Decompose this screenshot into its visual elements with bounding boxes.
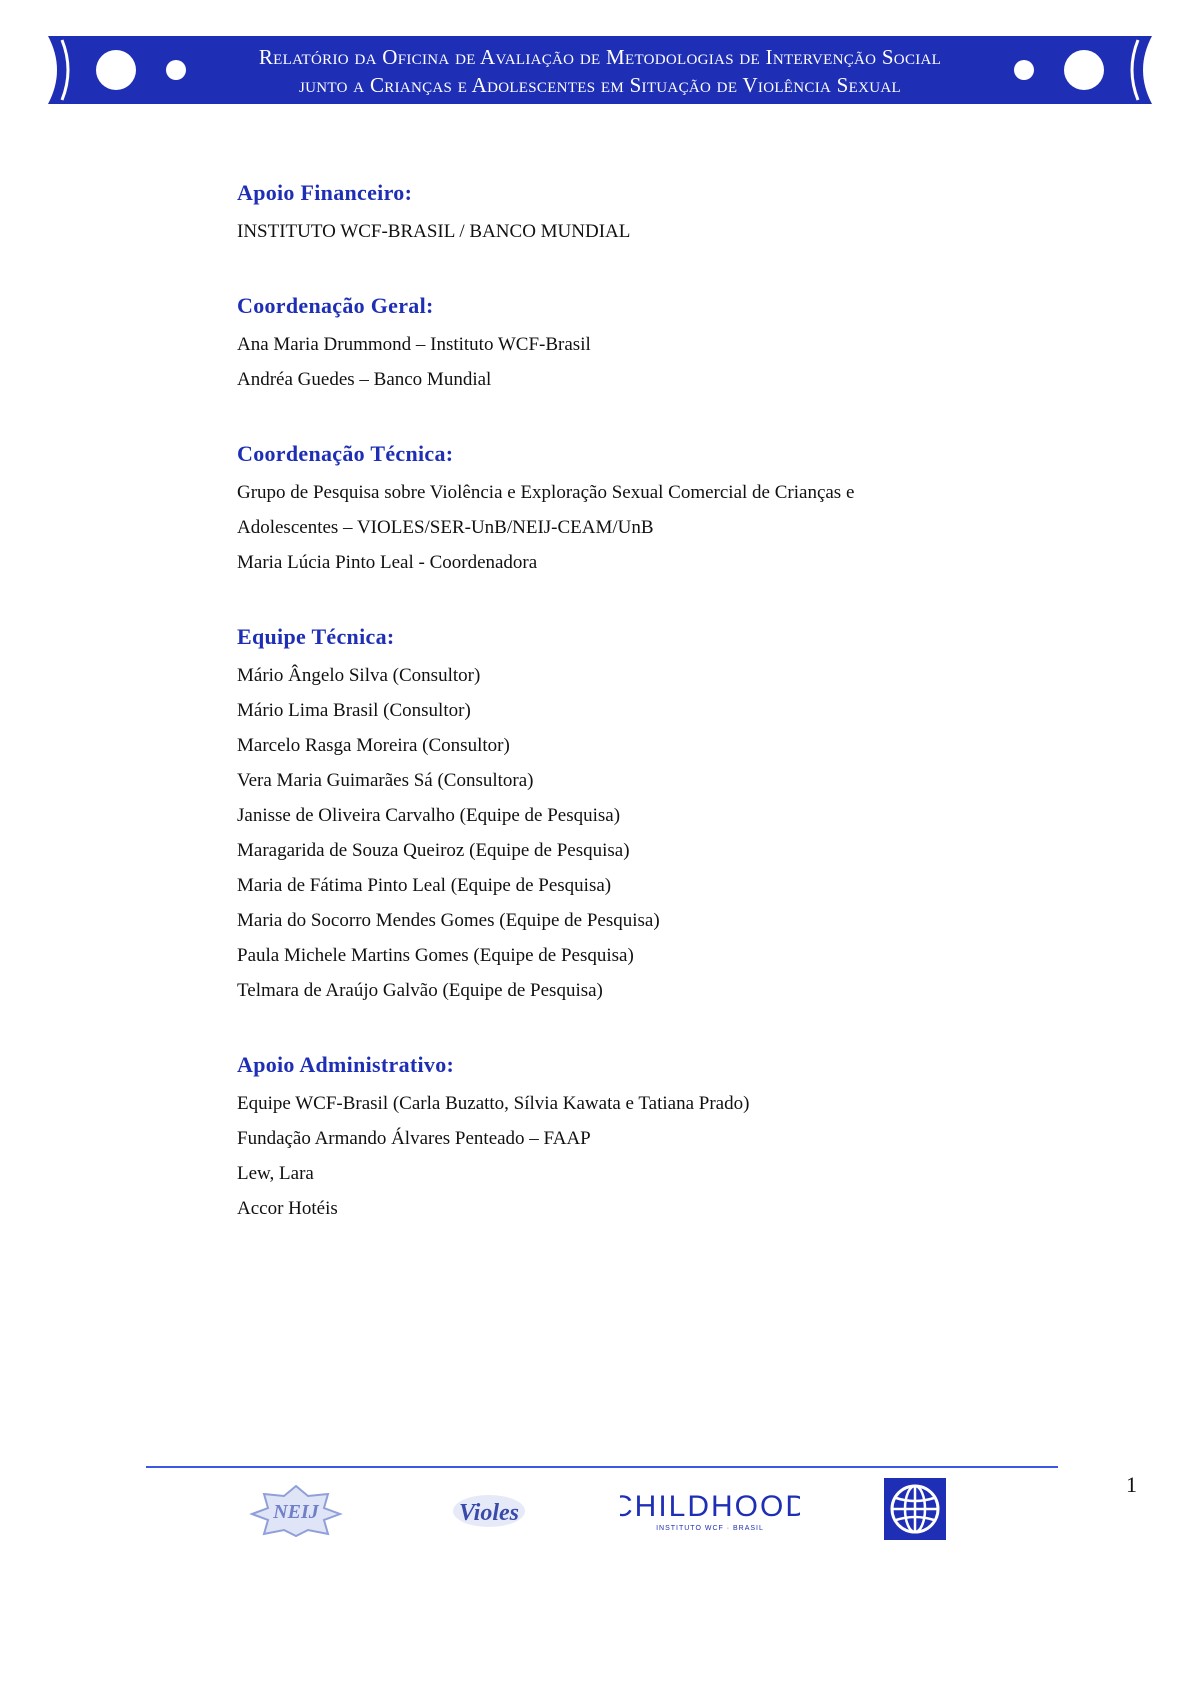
team-member: Maria do Socorro Mendes Gomes (Equipe de Pesquisa) xyxy=(237,910,660,931)
small-circle-icon xyxy=(1014,60,1034,80)
childhood-logo xyxy=(620,1486,800,1536)
small-circle-icon xyxy=(166,60,186,80)
section-title: Equipe Técnica: xyxy=(237,624,395,649)
section-financial-support xyxy=(237,178,995,249)
credit-line: Andréa Guedes – Banco Mundial xyxy=(237,369,492,390)
page-number: 1 xyxy=(1126,1472,1137,1497)
neij-logo-icon xyxy=(244,1482,348,1538)
violes-logo xyxy=(448,1484,530,1534)
team-member: Telmara de Araújo Galvão (Equipe de Pesquisa) xyxy=(237,980,603,1001)
childhood-logo-icon xyxy=(620,1486,800,1536)
credit-line: Accor Hotéis xyxy=(237,1198,338,1219)
header-banner xyxy=(48,36,1152,104)
team-member: Mário Lima Brasil (Consultor) xyxy=(237,700,471,721)
credit-line: Grupo de Pesquisa sobre Violência e Exploração Sexual Comercial de Crianças e xyxy=(237,482,855,503)
credit-line: Lew, Lara xyxy=(237,1163,314,1184)
neij-logo xyxy=(244,1482,348,1538)
credit-line: Fundação Armando Álvares Penteado – FAAP xyxy=(237,1128,591,1149)
credits xyxy=(237,178,995,1268)
childhood-logo-text: CHILDHOOD xyxy=(620,1490,800,1523)
team-member: Paula Michele Martins Gomes (Equipe de Pesquisa) xyxy=(237,945,634,966)
globe-icon xyxy=(884,1478,946,1540)
section-title: Coordenação Técnica: xyxy=(237,441,454,466)
section-title: Apoio Financeiro: xyxy=(237,180,413,205)
team-member: Janisse de Oliveira Carvalho (Equipe de Pesquisa) xyxy=(237,805,621,826)
credit-line: Adolescentes – VIOLES/SER-UnB/NEIJ-CEAM/UnB xyxy=(237,517,654,538)
report-title-line2: junto a Crianças e Adolescentes em Situação de Violência Sexual xyxy=(298,73,901,97)
credit-line: Ana Maria Drummond – Instituto WCF-Brasil xyxy=(237,334,591,355)
large-circle-icon xyxy=(1064,50,1104,90)
world-bank-logo xyxy=(884,1478,946,1540)
section-title: Apoio Administrativo: xyxy=(237,1052,455,1077)
violes-logo-text: Violes xyxy=(458,1500,520,1526)
section-technical-coordination xyxy=(237,439,995,580)
credit-line: INSTITUTO WCF-BRASIL / BANCO MUNDIAL xyxy=(237,221,631,242)
section-administrative-support xyxy=(237,1050,995,1226)
large-circle-icon xyxy=(96,50,136,90)
neij-logo-text: NEIJ xyxy=(273,1501,319,1523)
childhood-logo-subtext: INSTITUTO WCF · BRASIL xyxy=(656,1525,764,1532)
team-member: Maragarida de Souza Queiroz (Equipe de Pesquisa) xyxy=(237,840,630,861)
report-title-line1: Relatório da Oficina de Avaliação de Metodologias de Intervenção Social xyxy=(258,45,942,69)
team-member: Vera Maria Guimarães Sá (Consultora) xyxy=(237,770,534,791)
section-title: Coordenação Geral: xyxy=(237,293,434,318)
section-technical-team xyxy=(237,622,995,1008)
team-member: Maria de Fátima Pinto Leal (Equipe de Pesquisa) xyxy=(237,875,612,896)
footer-divider xyxy=(146,1466,1058,1468)
team-member: Marcelo Rasga Moreira (Consultor) xyxy=(237,735,510,756)
team-member: Mário Ângelo Silva (Consultor) xyxy=(237,665,481,686)
section-general-coordination xyxy=(237,291,995,397)
report-title xyxy=(238,43,962,99)
violes-logo-icon xyxy=(448,1484,530,1534)
credit-line: Maria Lúcia Pinto Leal - Coordenadora xyxy=(237,552,538,573)
credit-line: Equipe WCF-Brasil (Carla Buzatto, Sílvia Kawata e Tatiana Prado) xyxy=(237,1093,750,1114)
